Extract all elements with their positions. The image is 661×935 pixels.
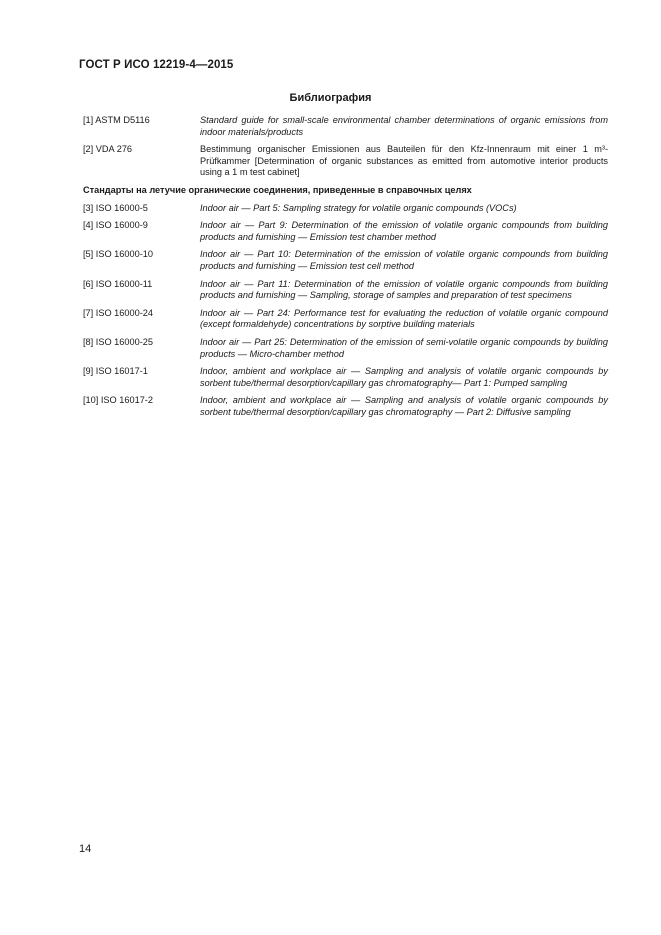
document-header: ГОСТ Р ИСО 12219-4—2015 [79, 59, 234, 71]
entry-reference: [10] ISO 16017-2 [83, 395, 153, 406]
entry-reference: [3] ISO 16000-5 [83, 202, 148, 213]
entry-reference: [2] VDA 276 [83, 144, 133, 155]
page-number: 14 [79, 843, 92, 855]
bibliography-entry [83, 279, 608, 302]
bibliography-entry [83, 249, 608, 272]
bibliography-entry [83, 203, 608, 215]
entry-title: Bestimmung organischer Emissionen aus Bauteilen für den Kfz-Innenraum mit einer 1 m³-Prüfkammer [Determination of organic substances as emitted from automotive interior products using a 1 m test cabinet] [200, 144, 608, 178]
section-subheading: Стандарты на летучие органические соединения, приведенные в справочных целях [83, 184, 472, 195]
bibliography-entry [83, 337, 608, 360]
entry-title: Indoor air — Part 24: Performance test for evaluating the reduction of volatile organic compound (except formaldehyde) concentrations by sorptive building materials [200, 307, 608, 330]
entry-title: Indoor air — Part 11: Determination of the emission of volatile organic compounds from building products and furnishing — Sampling, storage of samples and preparation of test specimens [200, 278, 608, 301]
entry-title: Indoor air — Part 10: Determination of the emission of volatile organic compounds from building products and furnishing — Emission test cell method [200, 249, 608, 271]
bibliography-entry [83, 144, 608, 179]
bibliography-entry [83, 115, 608, 138]
bibliography-entry [83, 220, 608, 243]
entry-reference: [7] ISO 16000-24 [83, 307, 153, 318]
entry-title: Indoor air — Part 25: Determination of the emission of semi-volatile organic compounds by building products — Micro-chamber method [200, 336, 608, 359]
bibliography-entry [83, 308, 608, 331]
entry-reference: [8] ISO 16000-25 [83, 336, 153, 347]
entry-title: Indoor air — Part 9: Determination of the emission of volatile organic compounds from building products and furnishing — Emission test chamber method [200, 220, 608, 242]
entry-reference: [9] ISO 16017-1 [83, 366, 148, 377]
entry-reference: [6] ISO 16000-11 [83, 278, 153, 289]
bibliography-entry [83, 366, 608, 389]
entry-title: Indoor, ambient and workplace air — Sampling and analysis of volatile organic compounds by sorbent tube/thermal desorption/capillary gas chromatography — Part 2: Diffusive sampling [200, 395, 608, 417]
entry-reference: [5] ISO 16000-10 [83, 249, 153, 260]
bibliography-entry [83, 395, 608, 418]
entry-title: Indoor air — Part 5: Sampling strategy for volatile organic compounds (VOCs) [200, 202, 517, 213]
entry-title: Standard guide for small-scale environmental chamber determinations of organic emissions from indoor materials/products [200, 115, 608, 137]
entry-reference: [1] ASTM D5116 [83, 115, 150, 125]
entry-title: Indoor, ambient and workplace air — Sampling and analysis of volatile organic compounds by sorbent tube/thermal desorption/capillary gas chromatography— Part 1: Pumped sampling [200, 366, 608, 388]
bibliography-list [83, 115, 608, 424]
bibliography-title: Библиография [289, 92, 372, 104]
entry-reference: [4] ISO 16000-9 [83, 220, 148, 231]
